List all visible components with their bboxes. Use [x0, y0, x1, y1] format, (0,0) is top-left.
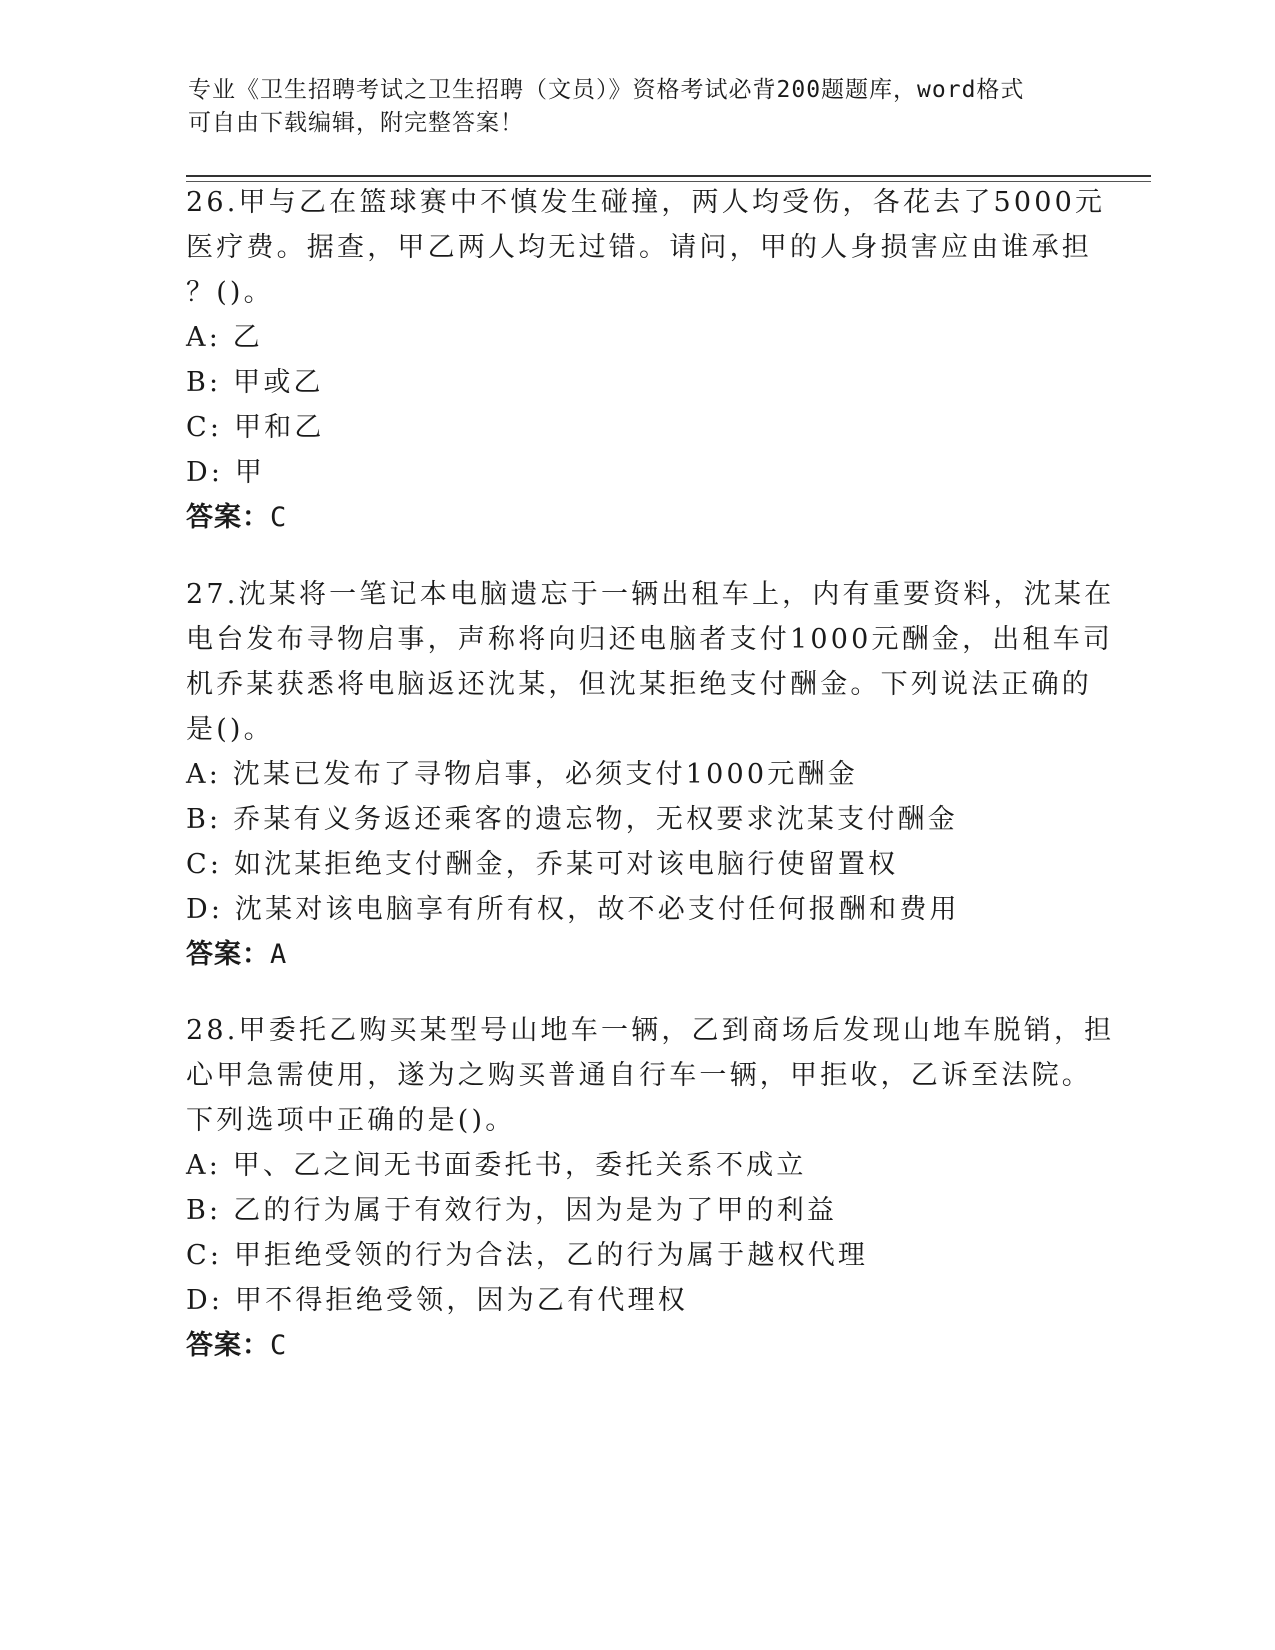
answer-label: 答案：: [186, 1330, 270, 1361]
question-stem-line: 28.甲委托乙购买某型号山地车一辆，乙到商场后发现山地车脱销，担: [186, 1015, 1115, 1046]
option-d: D: 甲不得拒绝受领，因为乙有代理权: [186, 1285, 688, 1316]
question-27: [186, 572, 1115, 977]
document-header: [188, 74, 1088, 140]
question-stem-line: 心甲急需使用，遂为之购买普通自行车一辆，甲拒收，乙诉至法院。: [186, 1060, 1092, 1091]
header-line-2: 可自由下载编辑，附完整答案！: [188, 110, 524, 136]
option-b: B: 甲或乙: [186, 367, 324, 398]
option-d: D: 沈某对该电脑享有所有权，故不必支付任何报酬和费用: [186, 894, 960, 925]
answer-value: A: [270, 939, 288, 970]
header-line-1: 专业《卫生招聘考试之卫生招聘（文员）》资格考试必背200题题库，word格式: [188, 77, 1025, 103]
question-stem-line: 医疗费。据查，甲乙两人均无过错。请问，甲的人身损害应由谁承担: [186, 232, 1092, 263]
option-a: A: 甲、乙之间无书面委托书，委托关系不成立: [186, 1150, 807, 1181]
option-a: A: 乙: [186, 322, 263, 353]
option-c: C: 甲拒绝受领的行为合法，乙的行为属于越权代理: [186, 1240, 869, 1271]
option-a: A: 沈某已发布了寻物启事，必须支付1000元酬金: [186, 759, 858, 790]
answer-line: [186, 1323, 1086, 1368]
answer-value: C: [270, 1330, 288, 1361]
question-stem-line: 机乔某获悉将电脑返还沈某，但沈某拒绝支付酬金。下列说法正确的: [186, 669, 1092, 700]
question-stem-line: 电台发布寻物启事，声称将向归还电脑者支付1000元酬金，出租车司: [186, 624, 1114, 655]
option-c: C: 甲和乙: [186, 412, 325, 443]
option-c: C: 如沈某拒绝支付酬金，乔某可对该电脑行使留置权: [186, 849, 899, 880]
answer-line: [186, 932, 1086, 977]
option-d: D: 甲: [186, 457, 266, 488]
question-stem-line: ？()。: [186, 277, 274, 308]
answer-value: C: [270, 502, 288, 533]
option-b: B: 乔某有义务返还乘客的遗忘物，无权要求沈某支付酬金: [186, 804, 958, 835]
answer-line: [186, 495, 1086, 540]
header-divider-thick: [186, 175, 1151, 177]
option-b: B: 乙的行为属于有效行为，因为是为了甲的利益: [186, 1195, 838, 1226]
question-stem-line: 是()。: [186, 714, 274, 745]
question-stem-line: 下列选项中正确的是()。: [186, 1105, 516, 1136]
question-26: [186, 180, 1106, 540]
question-stem-line: 26.甲与乙在篮球赛中不慎发生碰撞，两人均受伤，各花去了5000元: [186, 187, 1106, 218]
answer-label: 答案：: [186, 502, 270, 533]
answer-label: 答案：: [186, 939, 270, 970]
question-28: [186, 1008, 1115, 1368]
question-stem-line: 27.沈某将一笔记本电脑遗忘于一辆出租车上，内有重要资料，沈某在: [186, 579, 1115, 610]
